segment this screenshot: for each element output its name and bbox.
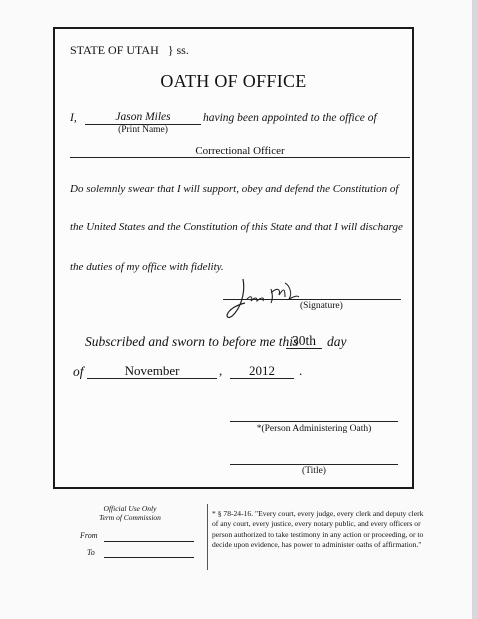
footer-divider <box>207 504 208 570</box>
date-comma: , <box>219 363 223 378</box>
from-label: From <box>80 531 98 540</box>
office-title: Correctional Officer <box>195 145 285 157</box>
official-use-label: Official Use Only <box>103 504 157 513</box>
oath-line-1: Do solemnly swear that I will support, obey and defend the Constitution of <box>70 183 399 195</box>
from-line <box>104 541 194 542</box>
administrator-line <box>230 421 398 422</box>
page-title: OATH OF OFFICE <box>160 71 307 91</box>
to-line <box>104 557 194 558</box>
title-label: (Title) <box>302 466 326 476</box>
statute-note: * § 78-24-16. "Every court, every judge, every clerk and deputy clerk of any court, every justice, every notary public, and every officers or person authorized to take testimony in any action or proceeding, or to decide upon evidence, has power to administer oaths of affirmation." <box>212 509 424 549</box>
state-header <box>70 43 189 58</box>
oath-form <box>53 27 414 489</box>
date-period: . <box>299 363 303 378</box>
print-name-label: (Print Name) <box>118 125 168 135</box>
appointment-suffix: having been appointed to the office of <box>203 112 377 124</box>
administrator-label: *(Person Administering Oath) <box>256 424 372 434</box>
to-label: To <box>87 548 95 557</box>
signature-label: (Signature) <box>300 301 343 311</box>
sworn-month: November <box>124 363 180 378</box>
state-label: STATE OF UTAH <box>70 43 159 57</box>
title-line <box>230 464 398 465</box>
ss-label: } ss. <box>167 43 189 57</box>
oath-line-2: the United States and the Constitution of this State and that I will discharge <box>70 221 403 233</box>
of-label: of <box>73 364 84 379</box>
office-line <box>70 157 410 158</box>
signature-line <box>223 299 401 300</box>
handwritten-signature <box>223 275 303 321</box>
day-label: day <box>327 334 347 349</box>
term-label: Term of Commission <box>99 513 161 522</box>
sworn-text: Subscribed and sworn to before me this <box>85 334 299 349</box>
oath-line-3: the duties of my office with fidelity. <box>70 261 224 273</box>
sworn-year: 2012 <box>249 363 275 378</box>
official-use-footer <box>0 496 478 619</box>
printed-name: Jason Miles <box>115 111 171 123</box>
appointment-prefix: I, <box>70 112 77 124</box>
sworn-day: 30th <box>291 333 316 348</box>
